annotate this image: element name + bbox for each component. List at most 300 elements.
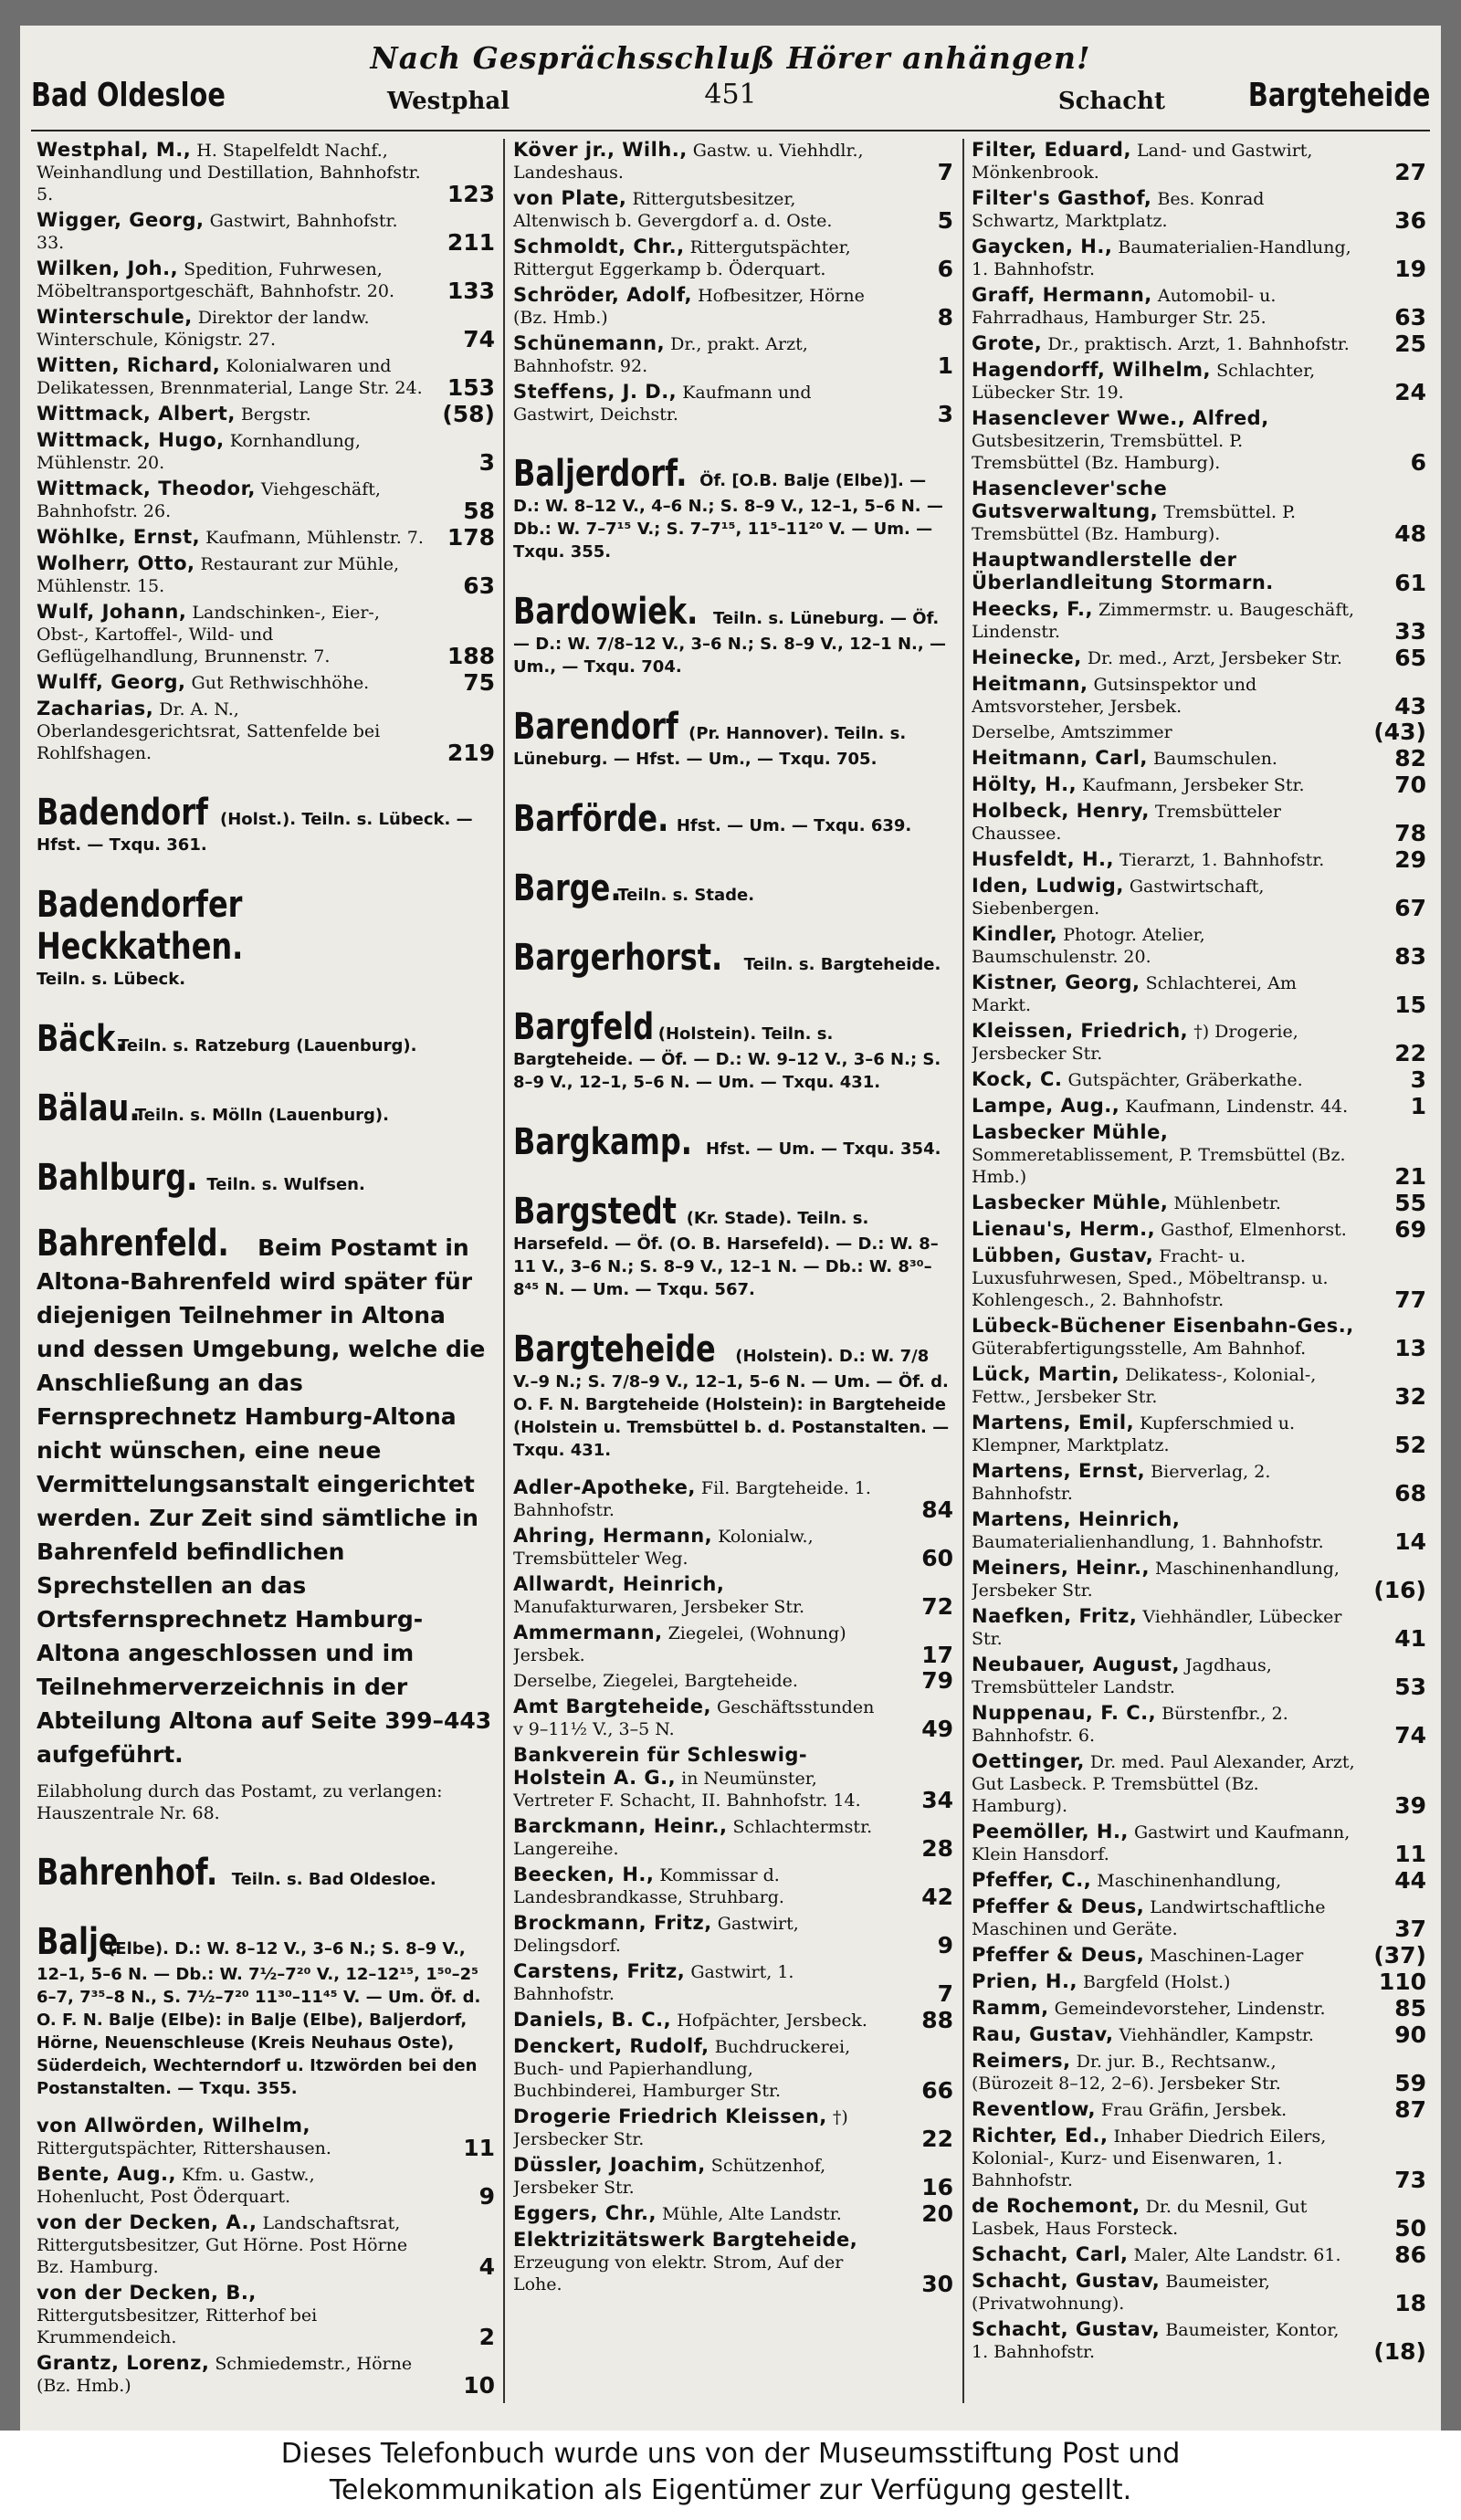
place-description: Teiln. s. Ratzeburg (Lauenburg).	[118, 1036, 417, 1055]
listing-entry	[972, 1702, 1426, 1747]
page-number: 451	[704, 79, 757, 110]
phone-number: 153	[447, 374, 495, 401]
listing-entry	[513, 1864, 953, 1908]
phone-number: 67	[1394, 895, 1426, 921]
listing-name: Wittmack, Theodor,	[37, 478, 256, 499]
phone-number: 72	[921, 1593, 953, 1620]
listing-description: Tierarzt, 1. Bahnhofstr.	[1119, 850, 1325, 870]
listing-description: Mühlenbetr.	[1173, 1193, 1281, 1213]
listing-entry	[513, 2105, 953, 2150]
place-description: Teiln. s. Wulfsen.	[206, 1175, 365, 1194]
place-name: Bahlburg.	[37, 1157, 198, 1199]
listing-name: Daniels, B. C.,	[513, 2009, 672, 2031]
place-name: Baljerdorf.	[513, 453, 688, 495]
listing-description: Kaufmann, Jersbeker Str.	[1082, 775, 1305, 795]
listing-entry	[972, 1244, 1426, 1311]
left-place-heading: Bad Oldesloe	[31, 77, 226, 114]
phone-number: 2	[478, 2324, 495, 2350]
phone-number: 83	[1394, 943, 1426, 970]
listing-name: Schmoldt, Chr.,	[513, 236, 685, 257]
listing-description: Dr. med. Paul Alexander, Arzt, Gut Lasbeck. P. Tremsbüttel (Bz. Hamburg).	[972, 1752, 1355, 1816]
place-name: Badendorfer Heckkathen.	[37, 884, 244, 968]
listing-name: Schacht, Gustav,	[972, 2318, 1161, 2340]
place-heading	[513, 591, 953, 678]
listing-name: Prien, H.,	[972, 1970, 1077, 1992]
listing-name: Beecken, H.,	[513, 1864, 655, 1885]
listing-description: Baumaterialienhandlung, 1. Bahnhofstr.	[972, 1532, 1324, 1552]
phone-number: (37)	[1373, 1942, 1426, 1969]
phone-number: 36	[1394, 207, 1426, 234]
phone-number: 75	[463, 669, 495, 696]
listing-name: Ammermann,	[513, 1622, 663, 1643]
listing-name: Martens, Ernst,	[972, 1460, 1146, 1482]
listing-description: Gemeindevorsteher, Lindenstr.	[1054, 1999, 1326, 2019]
listing-description: Gasthof, Elmenhorst.	[1161, 1220, 1347, 1240]
place-name: Balje	[37, 1921, 119, 1963]
listing-description: Bargfeld (Holst.)	[1083, 1972, 1231, 1992]
phone-number: 3	[937, 401, 953, 427]
phone-number: 79	[921, 1667, 953, 1694]
listing-entry	[972, 1412, 1426, 1456]
listing-name: Adler-Apotheke,	[513, 1476, 696, 1498]
right-name-heading: Schacht	[1057, 88, 1165, 115]
bahrenfeld-notice	[37, 1223, 495, 1771]
phone-number: 65	[1394, 645, 1426, 671]
listing-name: Kindler,	[972, 923, 1058, 945]
place-description: Teiln. s. Lübeck.	[37, 970, 186, 989]
phone-number: 178	[447, 524, 495, 551]
listing-name: Hasenclever Wwe., Alfred,	[972, 407, 1269, 429]
phone-number: 22	[921, 2126, 953, 2152]
listing-description: Gutsinspektor und Amtsvorsteher, Jersbek.	[972, 675, 1257, 717]
listing-entry	[37, 139, 495, 205]
phone-number: 32	[1394, 1383, 1426, 1410]
phone-number: 50	[1394, 2215, 1426, 2242]
footer-line: Dieses Telefonbuch wurde uns von der Museumsstiftung Post und	[280, 2438, 1181, 2470]
phone-number: 188	[447, 643, 495, 669]
listing-name: Lübeck-Büchener Eisenbahn-Ges.,	[972, 1315, 1354, 1337]
listing-name: Wolherr, Otto,	[37, 552, 195, 574]
listing-description: Baumaterialien-Handlung, 1. Bahnhofstr.	[972, 237, 1351, 279]
listing-entry	[972, 359, 1426, 404]
listing-entry	[972, 1460, 1426, 1505]
listing-name: Oettinger,	[972, 1750, 1085, 1772]
listing-description: Gutspächter, Gräberkathe.	[1067, 1070, 1303, 1090]
listing-description: Zimmermstr. u. Baugeschäft, Lindenstr.	[972, 600, 1355, 642]
listing-name: Steffens, J. D.,	[513, 381, 678, 403]
column-1	[37, 139, 495, 2403]
listing-entry	[972, 1121, 1426, 1188]
eilabholung-note: Eilabholung durch das Postamt, zu verlangen: Hauszentrale Nr. 68.	[37, 1781, 443, 1823]
listing-name: Grantz, Lorenz,	[37, 2352, 210, 2374]
phone-number: 24	[1394, 379, 1426, 405]
entry-list	[513, 139, 953, 425]
listing-entry	[513, 139, 953, 184]
listing-description: Kupferschmied u. Klempner, Marktplatz.	[972, 1413, 1296, 1455]
listing-entry	[513, 2009, 953, 2032]
listing-entry	[972, 1315, 1426, 1360]
phone-number: 10	[463, 2372, 495, 2399]
phone-number: 49	[921, 1716, 953, 1742]
listing-description: Spedition, Fuhrwesen, Möbeltransportgeschäft, Bahnhofstr. 20.	[37, 259, 394, 301]
listing-description: Rittergutspächter, Rittershausen.	[37, 2138, 331, 2158]
listing-entry	[972, 407, 1426, 474]
listing-name: Graff, Hermann,	[972, 284, 1152, 306]
listing-name: Westphal, M.,	[37, 139, 192, 161]
listing-description: Schützenhof, Jersbeker Str.	[513, 2156, 826, 2198]
listing-description: Maschinen-Lager	[1150, 1946, 1304, 1966]
listing-description: Dr. jur. B., Rechtsanw., (Bürozeit 8–12, 2–6). Jersbeker Str.	[972, 2052, 1281, 2094]
listing-description: Bergstr.	[240, 404, 311, 425]
place-heading	[37, 884, 495, 991]
phone-number: 74	[1394, 1722, 1426, 1748]
listing-name: Wilken, Joh.,	[37, 257, 179, 279]
listing-entry	[972, 1654, 1426, 1698]
listing-name: Nuppenau, F. C.,	[972, 1702, 1157, 1724]
listing-description: Kaufmann, Mühlenstr. 7.	[205, 528, 424, 548]
listing-description: Dr. A. N., Oberlandesgerichtsrat, Sattenfelde bei Rohlfshagen.	[37, 699, 381, 763]
place-name: Bargkamp.	[513, 1121, 692, 1163]
listing-entry	[972, 236, 1426, 280]
listing-name: Lienau's, Herm.,	[972, 1218, 1156, 1240]
listing-description: Erzeugung von elektr. Strom, Auf der Lohe.	[513, 2252, 844, 2294]
phone-number: 73	[1394, 2167, 1426, 2193]
listing-entry	[972, 1944, 1426, 1967]
phone-number: 52	[1394, 1432, 1426, 1458]
listing-entry	[513, 1622, 953, 1666]
listing-name: Lasbecker Mühle,	[972, 1121, 1169, 1143]
listing-name: Reventlow,	[972, 2098, 1096, 2120]
listing-entry	[972, 187, 1426, 232]
place-description: (Pr. Hannover). Teiln. s. Lüneburg. — Hfst. — Um., — Txqu. 705.	[513, 724, 907, 769]
place-description: (Holstein). D.: W. 7/8 V.–9 N.; S. 7/8–9 V., 12–1, 5–6 N. — Um. — Öf. d. O. F. N. Bargteheide (Holstein): in Bargteheide (Holstein u. Tremsbüttel b. d. Postanstalten. — Txqu. 431.	[513, 1347, 950, 1460]
listing-entry	[37, 403, 495, 425]
place-name: Bäck.	[37, 1018, 127, 1060]
listing-description: Kolonialw., Tremsbütteler Weg.	[513, 1527, 814, 1569]
listing-description: Kolonialwaren und Delikatessen, Brennmaterial, Lange Str. 24.	[37, 356, 423, 398]
phone-number: 60	[921, 1545, 953, 1571]
listing-entry	[513, 1912, 953, 1957]
listing-entry	[972, 1508, 1426, 1553]
phone-number: 82	[1394, 745, 1426, 772]
phone-number: 1	[937, 352, 953, 379]
listing-entry	[513, 284, 953, 329]
listing-entry	[972, 284, 1426, 329]
listing-name: Wigger, Georg,	[37, 209, 205, 231]
column-divider	[962, 139, 964, 2403]
place-heading	[513, 706, 953, 771]
listing-entry	[972, 549, 1426, 594]
phone-number: 20	[921, 2200, 953, 2227]
listing-description: Gastwirtschaft, Siebenbergen.	[972, 877, 1265, 919]
listing-description: Schlachtermstr. Langereihe.	[513, 1817, 873, 1859]
listing-entry	[513, 2202, 953, 2225]
listing-entry	[972, 1192, 1426, 1214]
listing-name: Amt Bargteheide,	[513, 1696, 711, 1717]
phone-number: 25	[1394, 331, 1426, 357]
directory-page	[20, 26, 1441, 2431]
listing-name: von der Decken, A.,	[37, 2211, 258, 2233]
listing-entry	[972, 971, 1426, 1016]
listing-description: Inhaber Diedrich Eilers, Kolonial-, Kurz- und Eisenwaren, 1. Bahnhofstr.	[972, 2126, 1327, 2190]
listing-entry	[37, 2163, 495, 2208]
place-heading	[37, 1921, 495, 2100]
listing-entry	[513, 1744, 953, 1811]
listing-entry	[37, 306, 495, 351]
listing-name: de Rochemont,	[972, 2195, 1140, 2217]
listing-description: Geschäftsstunden v 9–11½ V., 3–5 N.	[513, 1697, 875, 1739]
place-name: Barförde.	[513, 798, 669, 840]
listing-entry	[972, 1020, 1426, 1065]
listing-description: Derselbe, Ziegelei, Bargteheide.	[513, 1671, 798, 1691]
listing-description: Viehhändler, Lübecker Str.	[972, 1607, 1342, 1649]
phone-number: 48	[1394, 520, 1426, 547]
place-heading	[37, 1157, 495, 1199]
listing-entry	[972, 1068, 1426, 1091]
listing-description: in Neumünster, Vertreter F. Schacht, II. Bahnhofstr. 14.	[513, 1769, 861, 1811]
listing-entry	[972, 2023, 1426, 2046]
phone-number: 18	[1394, 2290, 1426, 2316]
phone-number: 11	[1394, 1841, 1426, 1867]
place-heading	[37, 1852, 495, 1894]
listing-entry	[972, 800, 1426, 845]
phone-number: 78	[1394, 820, 1426, 846]
phone-number: (16)	[1373, 1577, 1426, 1603]
listing-description: Buchdruckerei, Buch- und Papierhandlung, Buchbinderei, Hamburger Str.	[513, 2037, 851, 2101]
listing-entry	[972, 1363, 1426, 1408]
listing-description: Schmiedemstr., Hörne (Bz. Hmb.)	[37, 2354, 413, 2396]
listing-name: Köver jr., Wilh.,	[513, 139, 688, 161]
archive-footer	[0, 2431, 1461, 2520]
place-heading	[513, 867, 953, 909]
listing-entry	[513, 1667, 953, 1694]
listing-entry	[972, 2318, 1426, 2363]
place-heading	[513, 1121, 953, 1163]
phone-number: 15	[1394, 992, 1426, 1018]
phone-number: 133	[447, 278, 495, 304]
listing-description: Hofpächter, Jersbeck.	[677, 2011, 867, 2031]
listing-description: Rittergutspächter, Rittergut Eggerkamp b. Öderquart.	[513, 237, 851, 279]
listing-name: Meiners, Heinr.,	[972, 1557, 1150, 1579]
listing-name: Winterschule,	[37, 306, 193, 328]
listing-name: Lück, Martin,	[972, 1363, 1120, 1385]
listing-name: Husfeldt, H.,	[972, 848, 1114, 870]
listing-name: Pfeffer & Deus,	[972, 1895, 1145, 1917]
place-heading	[37, 792, 495, 856]
listing-entry	[972, 1095, 1426, 1118]
place-heading	[513, 1006, 953, 1094]
listing-name: Gaycken, H.,	[972, 236, 1113, 257]
listing-entry	[972, 1750, 1426, 1817]
phone-number: 7	[937, 159, 953, 185]
place-list	[37, 792, 495, 1199]
listing-entry	[972, 598, 1426, 643]
phone-number: 55	[1394, 1190, 1426, 1216]
listing-name: Neubauer, August,	[972, 1654, 1180, 1675]
listing-name: Reimers,	[972, 2050, 1071, 2072]
column-2	[513, 139, 953, 2403]
listing-name: Kock, C.	[972, 1068, 1063, 1090]
listing-name: Wöhlke, Ernst,	[37, 526, 201, 548]
listing-description: Güterabfertigungsstelle, Am Bahnhof.	[972, 1339, 1307, 1359]
listing-name: Heecks, F.,	[972, 598, 1093, 620]
listing-name: Carstens, Fritz,	[513, 1960, 686, 1982]
entry-list	[37, 139, 495, 764]
listing-entry	[513, 1960, 953, 2005]
listing-name: Zacharias,	[37, 698, 154, 719]
listing-name: Holbeck, Henry,	[972, 800, 1150, 822]
listing-entry	[37, 552, 495, 597]
listing-entry	[37, 2282, 495, 2348]
listing-description: Landwirtschaftliche Maschinen und Geräte.	[972, 1897, 1326, 1939]
listing-description: Fracht- u. Luxusfuhrwesen, Sped., Möbeltransp. u. Kohlengesch., 2. Bahnhofstr.	[972, 1246, 1329, 1310]
phone-number: 69	[1394, 1216, 1426, 1243]
listing-description: Dr. du Mesnil, Gut Lasbek, Haus Forsteck.	[972, 2197, 1308, 2239]
listing-description: Gastwirt, Bahnhofstr. 33.	[37, 211, 398, 253]
listing-description: Kfm. u. Gastw., Hohenlucht, Post Öderquart.	[37, 2165, 315, 2207]
entry-list	[513, 1476, 953, 2295]
listing-name: Schacht, Gustav,	[972, 2270, 1161, 2292]
phone-number: 59	[1394, 2070, 1426, 2096]
phone-number: 87	[1394, 2096, 1426, 2123]
listing-description: Restaurant zur Mühle, Mühlenstr. 15.	[37, 554, 400, 596]
listing-description: Gastwirt, 1. Bahnhofstr.	[513, 1962, 794, 2004]
place-name: Bälau.	[37, 1087, 141, 1129]
listing-description: Kaufmann, Lindenstr. 44.	[1125, 1097, 1349, 1117]
place-list	[513, 453, 953, 1462]
phone-number: 211	[447, 229, 495, 256]
listing-description: Frau Gräfin, Jersbek.	[1101, 2100, 1288, 2120]
place-description: Öf. [O.B. Balje (Elbe)]. — D.: W. 8–12 V., 4–6 N.; S. 8–9 V., 12–1, 5–6 N. — Db.: W. 7–7¹⁵ V.; S. 7–7¹⁵, 11⁵–11²⁰ V. — Um. — Txqu. 355.	[513, 471, 943, 562]
listing-description: Viehhändler, Kampstr.	[1119, 2025, 1314, 2045]
listing-entry	[972, 1218, 1426, 1241]
listing-entry	[37, 2115, 495, 2159]
listing-name: Pfeffer & Deus,	[972, 1944, 1145, 1966]
listing-description: Baumeister, Kontor, 1. Bahnhofstr.	[972, 2320, 1340, 2362]
listing-name: Lasbecker Mühle,	[972, 1192, 1169, 1213]
listing-description: Rittergutsbesitzer, Ritterhof bei Krummendeich.	[37, 2305, 318, 2347]
listing-entry	[513, 2035, 953, 2102]
phone-number: 7	[937, 1980, 953, 2007]
listing-description: Kornhandlung, Mühlenstr. 20.	[37, 431, 361, 473]
listing-name: Heitmann,	[972, 673, 1088, 695]
listing-name: Bente, Aug.,	[37, 2163, 176, 2185]
phone-number: 39	[1394, 1792, 1426, 1819]
place-heading	[513, 937, 953, 979]
listing-description: Mühle, Alte Landstr.	[662, 2204, 842, 2224]
listing-description: Bürstenfbr., 2. Bahnhofstr. 6.	[972, 1704, 1288, 1746]
phone-number: 63	[1394, 304, 1426, 331]
listing-name: Drogerie Friedrich Kleissen,	[513, 2105, 827, 2127]
listing-description: Tremsbütteler Chaussee.	[972, 802, 1281, 844]
phone-number: 19	[1394, 256, 1426, 282]
place-name: Bargteheide	[513, 1328, 716, 1370]
listing-description: Jagdhaus, Tremsbütteler Landstr.	[972, 1655, 1272, 1697]
listing-name: Eggers, Chr.,	[513, 2202, 657, 2224]
listing-entry	[972, 1997, 1426, 2020]
place-description: Hfst. — Um. — Txqu. 354.	[706, 1139, 941, 1159]
listing-entry	[37, 526, 495, 549]
listing-entry	[513, 1476, 953, 1521]
listing-name: Barckmann, Heinr.,	[513, 1815, 728, 1837]
entry-list	[37, 2115, 495, 2397]
notice-place-name: Bahrenfeld.	[37, 1223, 229, 1265]
listing-entry	[972, 478, 1426, 545]
phone-number: 61	[1394, 570, 1426, 596]
listing-name: Denckert, Rudolf,	[513, 2035, 709, 2057]
footer-line: Telekommunikation als Eigentümer zur Verfügung gestellt.	[329, 2474, 1132, 2506]
phone-number: 88	[921, 2007, 953, 2033]
phone-number: 27	[1394, 159, 1426, 185]
listing-description: Photogr. Atelier, Baumschulenstr. 20.	[972, 925, 1205, 967]
phone-number: 84	[921, 1496, 953, 1523]
listing-entry	[972, 1821, 1426, 1865]
place-name: Barge.	[513, 867, 622, 909]
phone-number: (58)	[442, 401, 495, 427]
listing-description: Landschinken-, Eier-, Obst-, Kartoffel-, Wild- und Geflügelhandlung, Brunnenstr. 7.	[37, 603, 380, 667]
phone-number: 70	[1394, 772, 1426, 798]
phone-number: 77	[1394, 1286, 1426, 1313]
phone-number: 6	[1410, 449, 1426, 476]
place-heading	[513, 1191, 953, 1301]
listing-description: Delikatess-, Kolonial-, Fettw., Jersbeker Str.	[972, 1365, 1317, 1407]
place-description: Teiln. s. Mölln (Lauenburg).	[134, 1106, 389, 1125]
listing-name: Allwardt, Heinrich,	[513, 1573, 725, 1595]
listing-entry	[972, 773, 1426, 796]
listing-description: Kaufmann und Gastwirt, Deichstr.	[513, 383, 812, 425]
listing-description: Automobil- u. Fahrradhaus, Hamburger Str. 25.	[972, 286, 1277, 328]
listing-description: Ziegelei, (Wohnung) Jersbek.	[513, 1623, 846, 1665]
listing-description: Sommeretablissement, P. Tremsbüttel (Bz. Hmb.)	[972, 1145, 1346, 1187]
listing-entry	[972, 1557, 1426, 1601]
listing-entry	[972, 2050, 1426, 2095]
listing-description: Maschinenhandlung, Jersbeker Str.	[972, 1559, 1340, 1601]
listing-name: Peemöller, H.,	[972, 1821, 1129, 1843]
listing-description: Tremsbüttel. P. Tremsbüttel (Bz. Hamburg).	[972, 502, 1297, 544]
phone-number: 53	[1394, 1674, 1426, 1700]
phone-number: 37	[1394, 1916, 1426, 1942]
phone-number: 4	[478, 2253, 495, 2280]
phone-number: 9	[937, 1932, 953, 1958]
place-name: Bargfeld	[513, 1006, 655, 1048]
phone-number: 68	[1394, 1480, 1426, 1507]
listing-name: Naefken, Fritz,	[972, 1605, 1138, 1627]
place-heading	[513, 453, 953, 563]
listing-description: Dr., prakt. Arzt, Bahnhofstr. 92.	[513, 334, 808, 376]
listing-name: von Allwörden, Wilhelm,	[37, 2115, 311, 2137]
listing-description: Land- und Gastwirt, Mönkenbrook.	[972, 141, 1313, 183]
place-description: (Elbe). D.: W. 8–12 V., 3–6 N.; S. 8–9 V., 12–1, 5–6 N. — Db.: W. 7½–7²⁰ V., 12–12¹⁵, 1⁵⁰–2⁵ 6–7, 7³⁵–8 N., S. 7½–7²⁰ 11³⁰–11⁴⁵ V. — Um. Öf. d. O. F. N. Balje (Elbe): in Balje (Elbe), Baljerdorf, Hörne, Neuenschleuse (Kreis Neuhaus Oste), Süderdeich, Wechterndorf u. Itzwörden bei den Postanstalten. — Txqu. 355.	[37, 1939, 481, 2098]
listing-entry	[37, 429, 495, 474]
phone-number: 66	[921, 2077, 953, 2104]
phone-number: 63	[463, 572, 495, 599]
phone-number: 9	[478, 2183, 495, 2210]
place-description: Teiln. s. Bargteheide.	[743, 955, 941, 974]
phone-number: 44	[1394, 1867, 1426, 1894]
phone-number: 13	[1394, 1335, 1426, 1361]
left-name-heading: Westphal	[387, 88, 510, 115]
notice-text: Beim Postamt in Altona-Bahrenfeld wird später für diejenigen Teilnehmer in Altona und dessen Umgebung, welche die Anschließung an das Fernsprechnetz Hamburg-Altona nicht wünschen, eine neue Vermittelungsanstalt eingerichtet werden. Zur Zeit sind sämtliche in Bahrenfeld befindlichen Sprechstellen an das Ortsfernsprechnetz Hamburg-Altona angeschlossen und im Teilnehmerverzeichnis in der Abteilung Altona auf Seite 399–443 aufgeführt.	[37, 1234, 492, 1768]
listing-name: Kleissen, Friedrich,	[972, 1020, 1189, 1042]
listing-entry	[972, 2195, 1426, 2240]
listing-entry	[37, 478, 495, 522]
place-name: Bahrenhof.	[37, 1852, 218, 1894]
listing-name: Heitmann, Carl,	[972, 747, 1148, 769]
listing-name: Brockmann, Fritz,	[513, 1912, 712, 1934]
listing-description: Bes. Konrad Schwartz, Marktplatz.	[972, 189, 1265, 231]
listing-name: Düssler, Joachim,	[513, 2154, 706, 2176]
listing-description: Gastwirt und Kaufmann, Klein Hansdorf.	[972, 1822, 1351, 1864]
